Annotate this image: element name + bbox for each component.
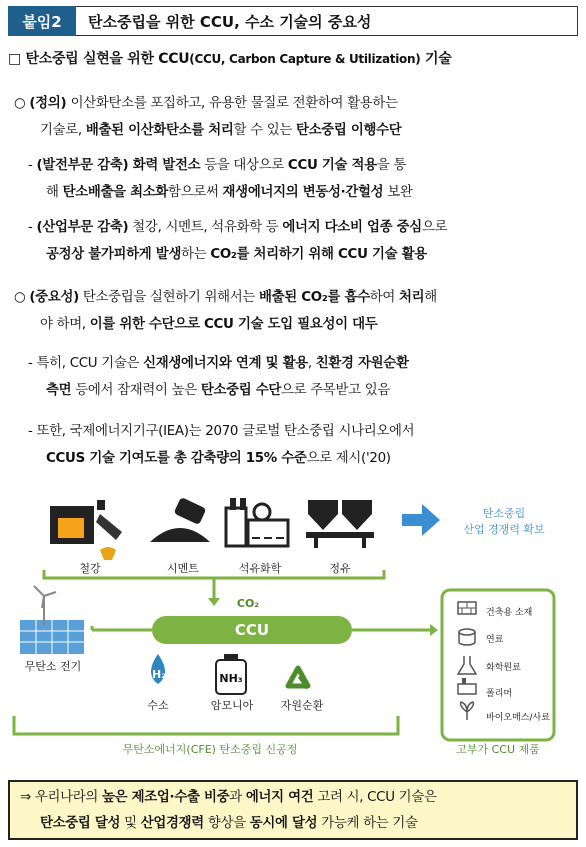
bullet: ○ [14,290,26,305]
product-arrow-icon [430,624,438,636]
product-polymer: 폴리머 [486,689,513,699]
text-run: 해 [424,290,437,305]
text-run: 산업경쟁력 [140,816,204,831]
ccu-products-label: 고부가 CCU 제품 [456,743,540,756]
para-line-1 [28,350,584,377]
text-run: 또한, 국제에너지기구(IEA)는 2070 글로벌 탄소중립 시나리오에서 [36,424,415,439]
text-run: 배출된 이산화탄소를 처리 [85,123,234,138]
fuel-icon [459,629,475,645]
text-run: 탄소중립을 실현하기 위해서는 [78,290,259,305]
input-label-hydrogen: 수소 [147,699,169,712]
para-line-2 [28,179,584,206]
para-line-1 [14,284,580,311]
text-run: 특히, CCU 기술은 [36,356,144,371]
text-run: 에너지 다소비 업종 중심 [282,220,422,235]
text-run: 이산화탄소를 포집하고, 유용한 물질로 전환하여 활용하는 [70,96,398,111]
text-run: CCUS 기술 기여도를 총 감축량의 15% 수준 [46,451,307,466]
text-run: 기술로, [40,123,86,138]
text-run: 재생에너지의 변동성·간헐성 [222,185,384,200]
text-run: 탄소중립 수단 [200,383,282,398]
cfe-source-label: 무탄소 전기 [24,660,82,673]
product-fuel: 연료 [486,635,504,645]
para-line-2 [28,445,584,472]
text-run: (정의) [29,96,71,111]
text-run: 과 [229,790,246,805]
product-building: 건축용 소재 [486,608,533,618]
text-run: 처리 [398,290,425,305]
para-line-2 [14,117,580,144]
conclusion-box [8,780,578,840]
cfe-bracket [14,716,398,734]
para-line-2 [28,241,584,268]
text-run: 에너지 여건 [245,790,314,805]
text-run: 배출된 CO₂를 흡수 [259,290,370,305]
text-run: ⇒ 우리나라의 [20,790,103,805]
text-run: 해 [46,185,63,200]
goal-label-2: 산업 경쟁력 확보 [463,523,545,536]
text-run: 을 통 [376,158,407,173]
section-heading [8,48,451,68]
para-line-1 [28,418,584,445]
cfe-process-label: 무탄소에너지(CFE) 탄소중립 신공정 [122,743,298,756]
text-run: 등을 대상으로 [200,158,288,173]
section-small: (CCU, Carbon Capture & Utilization) [189,52,421,66]
page-title: 탄소중립을 위한 CCU, 수소 기술의 중요성 [76,6,578,36]
cement-icon [150,497,210,542]
title-badge: 붙임2 [8,6,76,36]
text-run: 으로 제시('20) [306,451,391,466]
text-run: (산업부문 감축) [36,220,129,235]
co2-label: CO₂ [236,597,260,610]
paragraph-definition [14,90,580,144]
text-run: 신재생에너지와 연계 및 활용 [143,356,308,371]
section-marker: □ [8,51,21,67]
industry-label-cement: 시멘트 [167,562,199,575]
text-run: , [307,356,316,371]
text-run: (발전부문 감축) 화력 발전소 [36,158,201,173]
title-bar [8,6,578,36]
paragraph-power-sector [28,152,584,206]
input-label-recycle: 자원순환 [280,699,324,712]
text-run: 으로 주목받고 있음 [281,383,391,398]
paragraph-importance [14,284,580,338]
solar-wind-icon [20,586,84,654]
input-label-ammonia: 암모니아 [210,699,254,712]
text-run: 및 [120,816,141,831]
section-tail: 기술 [420,51,452,67]
recycle-icon [288,668,308,688]
section-main: 탄소중립 실현을 위한 CCU [25,51,190,67]
text-run: 공정상 불가피하게 발생 [46,247,182,262]
paragraph-industry-sector [28,214,584,268]
nh3-label: NH₃ [219,672,243,685]
para-line-1 [28,214,584,241]
h2-label: H₂ [151,668,167,681]
ccu-label: CCU [234,621,270,639]
text-run: 친환경 자원순환 [315,356,409,371]
text-run: 으로 [421,220,448,235]
text-run: 동시에 달성 [249,816,318,831]
text-run: CO₂를 처리하기 위해 CCU 기술 활용 [210,247,427,262]
steel-icon [50,500,122,560]
text-run: 탄소배출을 최소화 [62,185,169,200]
industry-label-refinery: 정유 [329,562,351,575]
para-line-1 [14,90,580,117]
para-line-1 [28,152,584,179]
bullet: - [28,220,33,235]
text-run: 고려 시, CCU 기술은 [313,790,437,805]
text-run: 탄소중립 이행수단 [295,123,402,138]
paragraph-iea [28,418,584,472]
industry-label-petrochem: 석유화학 [238,562,282,575]
bullet: ○ [14,96,26,111]
goal-label-1: 탄소중립 [482,507,526,520]
product-chemical: 화학원료 [486,663,521,673]
text-run: 하여 [369,290,399,305]
bullet: - [28,356,33,371]
biomass-icon [461,702,474,720]
text-run: 할 수 있는 [233,123,296,138]
text-run: 향상을 [203,816,250,831]
text-run: 탄소중립 달성 [40,816,121,831]
text-run: 보완 [383,185,413,200]
text-run: 등에서 잠재력이 높은 [71,383,201,398]
conclusion-line-2 [20,811,576,837]
paragraph-potential [28,350,584,404]
para-line-2 [28,377,584,404]
refinery-icon [306,500,374,548]
goal-arrow-icon [402,504,440,536]
text-run: 함으로써 [168,185,223,200]
polymer-icon [458,678,476,694]
text-run: 야 하며, [40,317,90,332]
chemical-icon [458,656,476,674]
product-biomass: 바이오매스/사료 [486,713,550,723]
bullet: - [28,158,33,173]
text-run: 이를 위한 수단으로 CCU 기술 도입 필요성이 대두 [89,317,378,332]
text-run: 철강, 시멘트, 석유화학 등 [128,220,283,235]
para-line-2 [14,311,580,338]
text-run: 높은 제조업·수출 비중 [102,790,230,805]
petrochemical-icon [226,498,288,546]
text-run: 측면 [46,383,72,398]
text-run: 가능케 하는 기술 [317,816,418,831]
co2-arrow-icon [208,598,220,606]
conclusion-line-1 [20,785,576,811]
bullet: - [28,424,33,439]
building-material-icon [458,602,476,614]
text-run: (중요성) [29,290,79,305]
text-run: 하는 [181,247,211,262]
industry-label-steel: 철강 [79,562,101,575]
text-run: CCU 기술 적용 [287,158,377,173]
